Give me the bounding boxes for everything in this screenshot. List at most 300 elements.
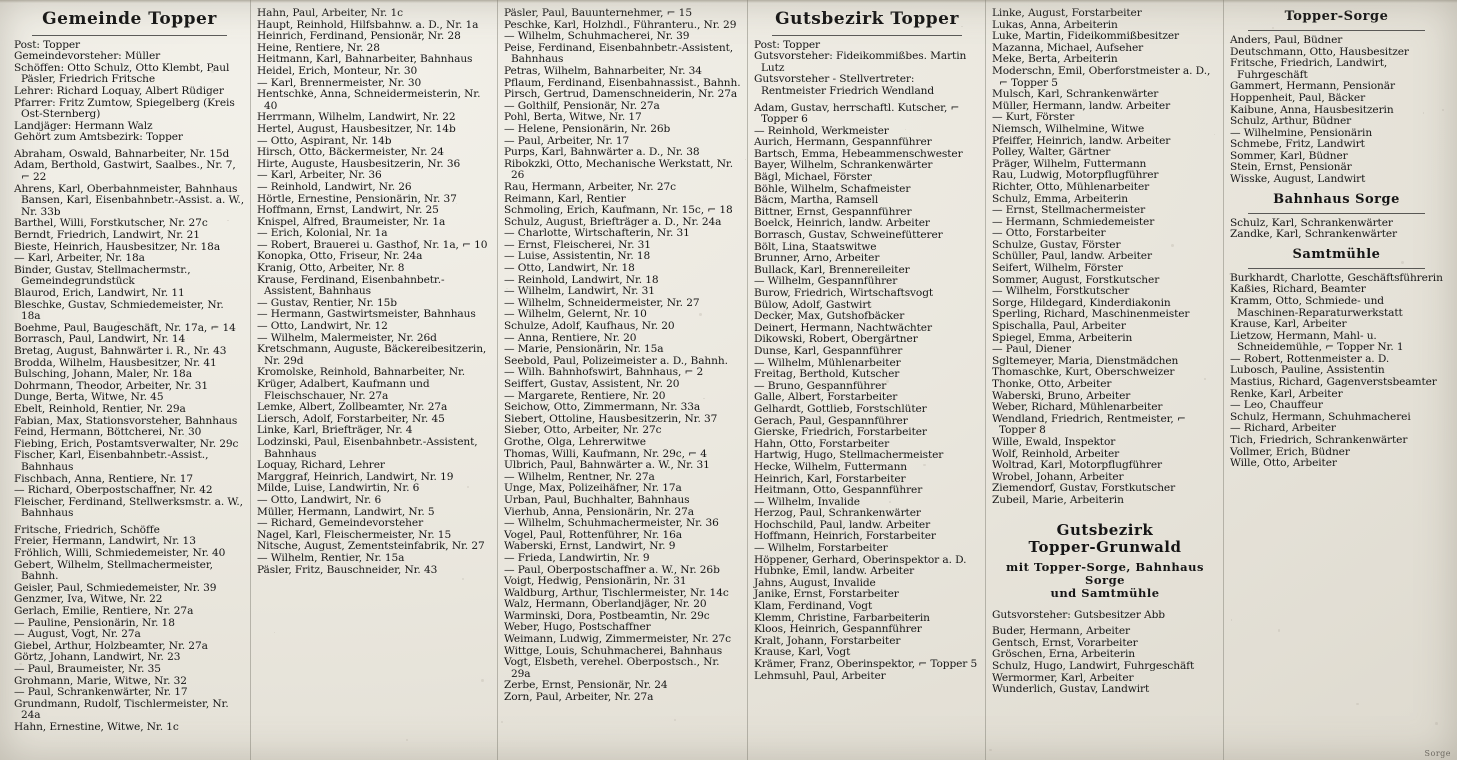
directory-entry: Dohrmann, Theodor, Arbeiter, Nr. 31 bbox=[14, 379, 209, 392]
directory-entry: Polley, Walter, Gärtner bbox=[992, 146, 1111, 159]
directory-entry: — Wilhelm, Schneidermeister, Nr. 27 bbox=[504, 296, 700, 309]
directory-entry: Bartsch, Emma, Hebeammenschwester bbox=[754, 147, 963, 160]
directory-entry: — Frieda, Landwirtin, Nr. 9 bbox=[504, 551, 650, 564]
directory-entry: Borrasch, Gustav, Schweinefütterer bbox=[754, 229, 943, 242]
section-subtitle-line: mit Topper-Sorge, Bahnhaus Sorge bbox=[1006, 560, 1204, 588]
directory-entry: Kaßies, Richard, Beamter bbox=[1230, 283, 1366, 296]
directory-entry: — Wilhelm, Schuhmacherei, Nr. 39 bbox=[504, 30, 690, 43]
directory-entry: Wunderlich, Gustav, Landwirt bbox=[992, 683, 1150, 696]
directory-entry: Gammert, Hermann, Pensionär bbox=[1230, 80, 1395, 93]
directory-entry: Galle, Albert, Forstarbeiter bbox=[754, 391, 898, 404]
directory-entry: Adam, Gustav, herrschaftl. Kutscher, ⌐ Topper 6 bbox=[754, 101, 963, 126]
directory-column-3 bbox=[498, 8, 748, 752]
directory-entry: Kromolske, Reinhold, Bahnarbeiter, Nr. bbox=[257, 366, 466, 379]
directory-columns bbox=[8, 8, 1449, 752]
directory-entry: Sieber, Otto, Arbeiter, Nr. 27c bbox=[504, 424, 662, 437]
directory-entry: — Richard, Oberpostschaffner, Nr. 42 bbox=[14, 484, 213, 497]
directory-entry: Pohl, Berta, Witwe, Nr. 17 bbox=[504, 111, 642, 124]
directory-entry: Kaibune, Anna, Hausbesitzerin bbox=[1230, 103, 1394, 116]
directory-entry: Krause, Karl, Arbeiter bbox=[1230, 318, 1347, 331]
directory-entry: Renke, Karl, Arbeiter bbox=[1230, 387, 1343, 400]
directory-entry: Waldburg, Arthur, Tischlermeister, Nr. 14c bbox=[504, 586, 729, 599]
directory-entry: — Pauline, Pensionärin, Nr. 18 bbox=[14, 616, 175, 629]
directory-entry: — Hermann, Schmiedemeister bbox=[992, 215, 1155, 228]
directory-entry: Weimann, Ludwig, Zimmermeister, Nr. 27c bbox=[504, 633, 731, 646]
directory-entry: Lukas, Anna, Arbeiterin bbox=[992, 18, 1118, 31]
heading-underline bbox=[1248, 213, 1425, 214]
directory-entry: Vierhub, Anna, Pensionärin, Nr. 27a bbox=[504, 505, 694, 518]
directory-entry: Hertel, August, Hausbesitzer, Nr. 14b bbox=[257, 122, 456, 135]
directory-entry: Gemeindevorsteher: Müller bbox=[14, 50, 161, 63]
directory-entry: Heitmann, Otto, Gespannführer bbox=[754, 484, 923, 497]
directory-entry: Liersch, Adolf, Forstarbeiter, Nr. 45 bbox=[257, 412, 445, 425]
directory-entry: Voigt, Hedwig, Pensionärin, Nr. 31 bbox=[504, 575, 687, 588]
heading-underline bbox=[1248, 268, 1425, 269]
directory-entry: Buder, Hermann, Arbeiter bbox=[992, 625, 1130, 638]
directory-entry: — Golthilf, Pensionär, Nr. 27a bbox=[504, 99, 660, 112]
directory-entry: Grohmann, Marie, Witwe, Nr. 32 bbox=[14, 674, 187, 687]
directory-entry: Borrasch, Paul, Landwirt, Nr. 14 bbox=[14, 333, 186, 346]
directory-entry: Urban, Paul, Buchhalter, Bahnhaus bbox=[504, 493, 690, 506]
directory-entry: Heinrich, Ferdinand, Pensionär, Nr. 28 bbox=[257, 30, 461, 43]
directory-entry: Wittge, Louis, Schuhmacherei, Bahnhaus bbox=[504, 644, 723, 657]
directory-entry: — Ernst, Stellmachermeister bbox=[992, 204, 1146, 217]
directory-entry: Kranig, Otto, Arbeiter, Nr. 8 bbox=[257, 262, 405, 275]
directory-entry: Luke, Martin, Fideikommißbesitzer bbox=[992, 30, 1179, 43]
directory-entry: Weber, Hugo, Postschaffner bbox=[504, 621, 651, 634]
directory-entry: — Wilhelm, Mühlenarbeiter bbox=[754, 356, 901, 369]
directory-entry: Niemsch, Wilhelmine, Witwe bbox=[992, 122, 1145, 135]
directory-entry: — Richard, Gemeindevorsteher bbox=[257, 517, 424, 530]
section-subtitle bbox=[992, 561, 1218, 601]
directory-entry: Lemke, Albert, Zollbeamter, Nr. 27a bbox=[257, 401, 448, 414]
directory-entry: — Karl, Arbeiter, Nr. 18a bbox=[14, 252, 145, 265]
directory-entry: Krause, Karl, Vogt bbox=[754, 646, 851, 659]
directory-entry: — Wilhelmine, Pensionärin bbox=[1230, 126, 1373, 139]
directory-entry: Giebel, Arthur, Holzbeamter, Nr. 27a bbox=[14, 639, 208, 652]
directory-entry: Woltrad, Karl, Motorpflugführer bbox=[992, 459, 1162, 472]
column-divider-3 bbox=[747, 0, 748, 760]
directory-entry: — Erich, Kolonial, Nr. 1a bbox=[257, 227, 388, 240]
section-heading: Gutsbezirk Topper bbox=[775, 9, 959, 29]
directory-entry: — Otto, Forstarbeiter bbox=[992, 227, 1106, 240]
directory-entry: Schöffen: Otto Schulz, Otto Klembt, Paul Päsler, Friedrich Fritsche bbox=[14, 61, 233, 86]
directory-entry: Heinrich, Karl, Forstarbeiter bbox=[754, 472, 906, 485]
page-corner-note: Sorge bbox=[1424, 749, 1451, 758]
directory-entry: Seebold, Paul, Polizeimeister a. D., Bahnh. bbox=[504, 354, 728, 367]
directory-entry: — Wilhelm, Landwirt, Nr. 31 bbox=[504, 285, 655, 298]
directory-entry: Ziemendorf, Gustav, Forstkutscher bbox=[992, 482, 1176, 495]
directory-entry: Sgltemeyer, Maria, Dienstmädchen bbox=[992, 354, 1179, 367]
directory-entry: Dikowski, Robert, Obergärtner bbox=[754, 333, 918, 346]
section-heading: Samtmühle bbox=[1292, 246, 1381, 262]
directory-entry: Schulz, Hugo, Landwirt, Fuhrgeschäft bbox=[992, 660, 1195, 673]
directory-entry: Bülow, Adolf, Gastwirt bbox=[754, 298, 872, 311]
directory-entry: Seiffert, Gustav, Assistent, Nr. 20 bbox=[504, 378, 680, 390]
directory-entry: Hirsch, Otto, Bäckermeister, Nr. 24 bbox=[257, 146, 444, 159]
directory-entry: Hahn, Otto, Forstarbeiter bbox=[754, 437, 890, 450]
directory-entry: — Luise, Assistentin, Nr. 18 bbox=[504, 250, 651, 263]
directory-entry: Mulsch, Karl, Schrankenwärter bbox=[992, 88, 1159, 101]
directory-entry: Waberski, Bruno, Arbeiter bbox=[992, 389, 1131, 402]
directory-entry: Tich, Friedrich, Schrankenwärter bbox=[1230, 434, 1408, 447]
directory-entry: Fröhlich, Willi, Schmiedemeister, Nr. 40 bbox=[14, 547, 226, 560]
directory-entry: Schulz, Emma, Arbeiterin bbox=[992, 192, 1128, 205]
directory-entry: Herzog, Paul, Schrankenwärter bbox=[754, 507, 921, 520]
directory-entry: Schulze, Gustav, Förster bbox=[992, 238, 1121, 251]
directory-entry: Bleschke, Gustav, Schmiedemeister, Nr. 18a bbox=[14, 298, 227, 323]
directory-entry: Sperling, Richard, Maschinenmeister bbox=[992, 308, 1190, 321]
directory-entry: — Richard, Arbeiter bbox=[1230, 422, 1336, 435]
directory-entry: — Otto, Aspirant, Nr. 14b bbox=[257, 134, 392, 147]
directory-entry: — Reinhold, Werkmeister bbox=[754, 124, 889, 137]
directory-entry: Bayer, Wilhelm, Schrankenwärter bbox=[754, 159, 933, 172]
directory-entry: Hahn, Paul, Arbeiter, Nr. 1c bbox=[257, 7, 403, 19]
heading-underline bbox=[772, 35, 962, 36]
section-subheading bbox=[992, 522, 1218, 557]
directory-entry: — Wilhelm, Gespannführer bbox=[754, 275, 898, 288]
directory-entry: Loquay, Richard, Lehrer bbox=[257, 459, 385, 472]
directory-entry: Böhle, Wilhelm, Schafmeister bbox=[754, 182, 911, 195]
directory-entry: Thomaschke, Kurt, Oberschweizer bbox=[992, 366, 1175, 379]
directory-entry: Zubeil, Marie, Arbeiterin bbox=[992, 493, 1124, 506]
directory-entry: Gelhardt, Gottlieb, Forstschlüter bbox=[754, 402, 927, 415]
directory-entry: Päsler, Fritz, Bauschneider, Nr. 43 bbox=[257, 563, 438, 576]
directory-entry: Bullack, Karl, Brennereileiter bbox=[754, 263, 910, 276]
directory-entry: Seifert, Wilhelm, Förster bbox=[992, 262, 1123, 275]
directory-entry: Hubnke, Emil, landw. Arbeiter bbox=[754, 565, 915, 578]
directory-entry: Zerbe, Ernst, Pensionär, Nr. 24 bbox=[504, 679, 668, 692]
directory-entry: Linke, August, Forstarbeiter bbox=[992, 7, 1142, 19]
directory-entry: Wendland, Friedrich, Rentmeister, ⌐ Topper 8 bbox=[992, 412, 1190, 437]
section-heading: Topper-Sorge bbox=[1284, 9, 1389, 24]
column-divider-2 bbox=[497, 0, 498, 760]
directory-entry: Zorn, Paul, Arbeiter, Nr. 27a bbox=[504, 691, 654, 704]
directory-entry: Meke, Berta, Arbeiterin bbox=[992, 53, 1118, 66]
directory-entry: Lehmsuhl, Paul, Arbeiter bbox=[754, 669, 886, 682]
directory-entry: Linke, Karl, Briefträger, Nr. 4 bbox=[257, 424, 413, 437]
directory-entry: Müller, Hermann, landw. Arbeiter bbox=[992, 99, 1171, 112]
directory-entry: Marggraf, Heinrich, Landwirt, Nr. 19 bbox=[257, 470, 454, 483]
section-heading: Bahnhaus Sorge bbox=[1273, 191, 1400, 207]
directory-entry: Rau, Hermann, Arbeiter, Nr. 27c bbox=[504, 180, 676, 193]
directory-entry: Wolf, Reinhold, Arbeiter bbox=[992, 447, 1120, 460]
directory-entry: Klemm, Christine, Farbarbeiterin bbox=[754, 611, 930, 624]
directory-entry: — Wilh. Bahnhofswirt, Bahnhaus, ⌐ 2 bbox=[504, 366, 704, 379]
directory-entry: — Otto, Landwirt, Nr. 18 bbox=[504, 262, 635, 275]
directory-entry: Grundmann, Rudolf, Tischlermeister, Nr. 24a bbox=[14, 697, 232, 722]
directory-entry: Hartwig, Hugo, Stellmachermeister bbox=[754, 449, 944, 462]
directory-entry: Kretschmann, Auguste, Bäckereibesitzerin, Nr. 29d bbox=[257, 343, 490, 367]
directory-entry: Wisske, August, Landwirt bbox=[1230, 173, 1366, 186]
directory-entry: — Otto, Landwirt, Nr. 6 bbox=[257, 493, 382, 506]
directory-entry: Gerach, Paul, Gespannführer bbox=[754, 414, 908, 427]
directory-entry: — Charlotte, Wirtschafterin, Nr. 31 bbox=[504, 227, 690, 240]
directory-entry: Burow, Friedrich, Wirtschaftsvogt bbox=[754, 287, 934, 300]
directory-entry: Heidel, Erich, Monteur, Nr. 30 bbox=[257, 64, 418, 77]
directory-entry: Boelck, Heinrich, landw. Arbeiter bbox=[754, 217, 930, 230]
directory-entry: Konopka, Otto, Friseur, Nr. 24a bbox=[257, 250, 423, 263]
directory-entry: Gutsvorsteher - Stellvertreter: Rentmeister Friedrich Wendland bbox=[754, 73, 935, 97]
directory-entry: Bulsching, Johann, Maler, Nr. 18a bbox=[14, 368, 192, 381]
directory-entry: Heine, Rentiere, Nr. 28 bbox=[257, 41, 380, 54]
directory-entry: Reimann, Karl, Rentier bbox=[504, 192, 626, 205]
directory-entry: — Leo, Chauffeur bbox=[1230, 399, 1323, 412]
directory-entry: Krüger, Adalbert, Kaufmann und Fleischschauer, Nr. 27a bbox=[257, 378, 433, 402]
directory-entry: Gehört zum Amtsbezirk: Topper bbox=[14, 131, 183, 144]
directory-entry: Burkhardt, Charlotte, Geschäftsführerin bbox=[1230, 271, 1443, 284]
directory-entry: Lubosch, Pauline, Assistentin bbox=[1230, 364, 1385, 377]
directory-entry: Petras, Wilhelm, Bahnarbeiter, Nr. 34 bbox=[504, 64, 702, 77]
directory-entry: Purps, Karl, Bahnwärter a. D., Nr. 38 bbox=[504, 146, 700, 159]
directory-entry: Herrmann, Wilhelm, Landwirt, Nr. 22 bbox=[257, 111, 456, 124]
directory-entry: Adam, Berthold, Gastwirt, Saalbes., Nr. 7, ⌐ 22 bbox=[14, 159, 239, 184]
directory-entry: Gutsvorsteher: Fideikommißbes. Martin Lutz bbox=[754, 50, 970, 74]
directory-entry: — Helene, Pensionärin, Nr. 26b bbox=[504, 122, 671, 135]
directory-entry: — Kurt, Förster bbox=[992, 111, 1075, 124]
directory-entry: — Wilhelm, Gelernt, Nr. 10 bbox=[504, 308, 647, 321]
directory-entry: Pfarrer: Fritz Zumtow, Spiegelberg (Kreis Ost-Sternberg) bbox=[14, 96, 238, 121]
directory-entry: Kloos, Heinrich, Gespannführer bbox=[754, 623, 922, 636]
directory-entry: Boehme, Paul, Baugeschäft, Nr. 17a, ⌐ 14 bbox=[14, 321, 236, 334]
directory-entry: Fleischer, Ferdinand, Stellwerksmstr. a. W., Bahnhaus bbox=[14, 495, 247, 520]
directory-entry: Unge, Max, Polizeihäfner, Nr. 17a bbox=[504, 482, 682, 495]
directory-entry: Wermormer, Karl, Arbeiter bbox=[992, 671, 1134, 684]
directory-entry: Mastius, Richard, Gagenverstsbeamter bbox=[1230, 376, 1437, 389]
directory-entry: — Paul, Oberpostschaffner a. W., Nr. 26b bbox=[504, 563, 720, 576]
directory-entry: Hirte, Auguste, Hausbesitzerin, Nr. 36 bbox=[257, 157, 461, 170]
directory-entry: Deutschmann, Otto, Hausbesitzer bbox=[1230, 45, 1409, 58]
directory-entry: Binder, Gustav, Stellmachermstr., Gemeindegrundstück bbox=[14, 263, 194, 288]
directory-entry: Bieste, Heinrich, Hausbesitzer, Nr. 18a bbox=[14, 240, 221, 253]
directory-entry: Freitag, Berthold, Kutscher bbox=[754, 368, 900, 381]
directory-entry: Hoppenheit, Paul, Bäcker bbox=[1230, 91, 1366, 104]
directory-entry: — Marie, Pensionärin, Nr. 15a bbox=[504, 343, 664, 356]
directory-entry: Nitsche, August, Zementsteinfabrik, Nr. 27 bbox=[257, 540, 485, 553]
directory-entry: Bölt, Lina, Staatswitwe bbox=[754, 240, 877, 253]
directory-entry: Hecke, Wilhelm, Futtermann bbox=[754, 460, 908, 473]
directory-entry: Warminski, Dora, Postbeamtin, Nr. 29c bbox=[504, 609, 710, 622]
directory-entry: — Paul, Schrankenwärter, Nr. 17 bbox=[14, 686, 188, 699]
directory-entry: — Wilhelm, Schuhmachermeister, Nr. 36 bbox=[504, 517, 719, 530]
heading-underline bbox=[1248, 30, 1425, 31]
directory-entry: Hentschke, Anna, Schneidermeisterin, Nr. 40 bbox=[257, 88, 484, 112]
directory-entry: Ulbrich, Paul, Bahnwärter a. W., Nr. 31 bbox=[504, 459, 710, 472]
directory-entry: Sorge, Hildegard, Kinderdiakonin bbox=[992, 296, 1171, 309]
directory-entry: Geisler, Paul, Schmiedemeister, Nr. 39 bbox=[14, 581, 217, 594]
directory-entry: Görtz, Johann, Landwirt, Nr. 23 bbox=[14, 651, 181, 664]
column-divider-4 bbox=[985, 0, 986, 760]
directory-entry: Heitmann, Karl, Bahnarbeiter, Bahnhaus bbox=[257, 53, 473, 66]
block-spacer bbox=[1230, 186, 1443, 191]
directory-entry: Pfeiffer, Heinrich, landw. Arbeiter bbox=[992, 134, 1171, 147]
directory-column-4 bbox=[748, 8, 986, 752]
directory-entry: Thonke, Otto, Arbeiter bbox=[992, 378, 1112, 390]
column-divider-5 bbox=[1223, 0, 1224, 760]
directory-entry: Peise, Ferdinand, Eisenbahnbetr.-Assistent, Bahnhaus bbox=[504, 41, 737, 66]
directory-entry: — Ernst, Fleischerei, Nr. 31 bbox=[504, 238, 651, 251]
directory-entry: Präger, Wilhelm, Futtermann bbox=[992, 157, 1147, 170]
directory-entry: Klam, Ferdinand, Vogt bbox=[754, 600, 873, 613]
directory-entry: Bägl, Michael, Förster bbox=[754, 171, 872, 184]
directory-entry: Feind, Hermann, Böttcherei, Nr. 30 bbox=[14, 426, 202, 439]
directory-entry: Deinert, Hermann, Nachtwächter bbox=[754, 321, 932, 334]
directory-entry: — Paul, Diener bbox=[992, 343, 1071, 356]
directory-entry: Wille, Otto, Arbeiter bbox=[1230, 457, 1337, 470]
directory-entry: Kralt, Johann, Forstarbeiter bbox=[754, 634, 901, 647]
directory-entry: Gierske, Friedrich, Forstarbeiter bbox=[754, 426, 927, 439]
directory-entry: Lehrer: Richard Loquay, Albert Rüdiger bbox=[14, 84, 224, 97]
directory-entry: Knispel, Alfred, Braumeister, Nr. 1a bbox=[257, 215, 446, 228]
directory-entry: Anders, Paul, Büdner bbox=[1230, 33, 1343, 46]
directory-column-6 bbox=[1224, 8, 1449, 752]
directory-entry: Moderschn, Emil, Oberforstmeister a. D., ⌐ Topper 5 bbox=[992, 64, 1214, 89]
directory-entry: Fritsche, Friedrich, Landwirt, Fuhrgeschäft bbox=[1230, 57, 1391, 81]
directory-entry: — August, Vogt, Nr. 27a bbox=[14, 628, 141, 641]
page-top-edge bbox=[0, 0, 1457, 3]
directory-entry: — Otto, Landwirt, Nr. 12 bbox=[257, 320, 388, 333]
directory-entry: Bäcm, Martha, Ramsell bbox=[754, 194, 879, 207]
directory-entry: Gröschen, Erna, Arbeiterin bbox=[992, 648, 1135, 661]
directory-entry: Sommer, August, Forstkutscher bbox=[992, 273, 1160, 286]
directory-entry: Aurich, Hermann, Gespannführer bbox=[754, 136, 932, 149]
directory-entry: Dunge, Berta, Witwe, Nr. 45 bbox=[14, 391, 164, 404]
directory-entry: Müller, Hermann, Landwirt, Nr. 5 bbox=[257, 505, 435, 518]
directory-entry: Blaurod, Erich, Landwirt, Nr. 11 bbox=[14, 287, 185, 300]
directory-entry: — Reinhold, Landwirt, Nr. 18 bbox=[504, 273, 659, 286]
directory-entry: Fabian, Max, Stationsvorsteher, Bahnhaus bbox=[14, 414, 238, 427]
directory-entry: Spischalla, Paul, Arbeiter bbox=[992, 320, 1126, 333]
directory-entry: Fischer, Karl, Eisenbahnbetr.-Assist., Bahnhaus bbox=[14, 449, 212, 473]
directory-entry: Pirsch, Gertrud, Damenschneiderin, Nr. 27a bbox=[504, 88, 738, 101]
directory-entry: Hoffmann, Heinrich, Forstarbeiter bbox=[754, 530, 936, 543]
directory-entry: Schmebe, Fritz, Landwirt bbox=[1230, 138, 1365, 151]
directory-entry: Jahns, August, Invalide bbox=[754, 576, 876, 589]
directory-entry: Barthel, Willi, Forstkutscher, Nr. 27c bbox=[14, 217, 208, 230]
directory-entry: — Wilhelm, Rentner, Nr. 27a bbox=[504, 470, 655, 483]
directory-entry: Fritsche, Friedrich, Schöffe bbox=[14, 523, 160, 536]
directory-entry: Gerlach, Emilie, Rentiere, Nr. 27a bbox=[14, 605, 194, 618]
directory-entry: Brunner, Arno, Arbeiter bbox=[754, 252, 880, 265]
directory-entry: — Anna, Rentiere, Nr. 20 bbox=[504, 331, 637, 344]
directory-entry: — Wilhelm, Forstarbeiter bbox=[754, 542, 888, 555]
directory-entry: Berndt, Friedrich, Landwirt, Nr. 21 bbox=[14, 229, 200, 242]
directory-entry: Hörtle, Ernestine, Pensionärin, Nr. 37 bbox=[257, 192, 457, 205]
directory-entry: Fischbach, Anna, Rentiere, Nr. 17 bbox=[14, 472, 194, 485]
directory-entry: Gebert, Wilhelm, Stellmachermeister, Bahnh. bbox=[14, 558, 217, 583]
directory-entry: Grothe, Olga, Lehrerwitwe bbox=[504, 435, 646, 448]
block-spacer bbox=[1230, 241, 1443, 246]
directory-entry: — Wilhelm, Rentier, Nr. 15a bbox=[257, 551, 405, 564]
directory-entry: Schulz, August, Briefträger a. D., Nr. 24a bbox=[504, 215, 722, 228]
directory-entry: — Wilhelm, Invalide bbox=[754, 495, 860, 508]
directory-entry: Hochschild, Paul, landw. Arbeiter bbox=[754, 518, 931, 531]
directory-entry: Krämer, Franz, Oberinspektor, ⌐ Topper 5 bbox=[754, 658, 978, 671]
directory-entry: Lodzinski, Paul, Eisenbahnbetr.-Assistent, Bahnhaus bbox=[257, 435, 481, 460]
directory-entry: — Paul, Arbeiter, Nr. 17 bbox=[504, 134, 630, 147]
directory-entry: Richter, Otto, Mühlenarbeiter bbox=[992, 180, 1150, 193]
directory-entry: Bretag, August, Bahnwärter i. R., Nr. 43 bbox=[14, 344, 227, 357]
directory-entry: Decker, Max, Gutshofbäcker bbox=[754, 310, 905, 323]
directory-entry: — Reinhold, Landwirt, Nr. 26 bbox=[257, 180, 412, 193]
heading-underline bbox=[32, 35, 227, 36]
directory-entry: Siebert, Ottoline, Hausbesitzerin, Nr. 37 bbox=[504, 412, 718, 425]
section-heading: Gemeinde Topper bbox=[42, 9, 217, 29]
directory-entry: Thomas, Willi, Kaufmann, Nr. 29c, ⌐ 4 bbox=[504, 447, 707, 460]
directory-entry: Gutsvorsteher: Gutsbesitzer Abb bbox=[992, 608, 1165, 621]
directory-entry: Lietzow, Hermann, Mahl- u. Schneidemühle, ⌐ Topper Nr. 1 bbox=[1230, 329, 1404, 354]
directory-column-5 bbox=[986, 8, 1224, 752]
directory-entry: Freier, Hermann, Landwirt, Nr. 13 bbox=[14, 535, 196, 548]
directory-entry: — Gustav, Rentier, Nr. 15b bbox=[257, 296, 397, 309]
directory-entry: Post: Topper bbox=[14, 38, 81, 51]
directory-entry: — Robert, Brauerei u. Gasthof, Nr. 1a, ⌐ 10 bbox=[257, 238, 488, 251]
directory-entry: Krause, Ferdinand, Eisenbahnbetr.-Assistent, Bahnhaus bbox=[257, 273, 445, 298]
directory-entry: Schulz, Arthur, Büdner bbox=[1230, 115, 1352, 128]
directory-entry: — Robert, Rottenmeister a. D. bbox=[1230, 352, 1390, 365]
directory-entry: Peschke, Karl, Holzhdl., Führanteru., Nr. 29 bbox=[504, 18, 737, 31]
directory-entry: Mazanna, Michael, Aufseher bbox=[992, 41, 1144, 54]
directory-entry: Rau, Ludwig, Motorpflugführer bbox=[992, 169, 1159, 182]
directory-entry: Stein, Ernst, Pensionär bbox=[1230, 161, 1352, 174]
directory-entry: Vollmer, Erich, Büdner bbox=[1230, 445, 1350, 458]
directory-entry: Sommer, Karl, Büdner bbox=[1230, 149, 1348, 162]
directory-entry: Seichow, Otto, Zimmermann, Nr. 33a bbox=[504, 401, 701, 414]
directory-entry: Walz, Hermann, Oberlandjäger, Nr. 20 bbox=[504, 598, 707, 611]
directory-entry: Ribokzki, Otto, Mechanische Werkstatt, Nr. 26 bbox=[504, 157, 737, 182]
directory-entry: Wrobel, Johann, Arbeiter bbox=[992, 470, 1124, 483]
directory-entry: Schüller, Paul, landw. Arbeiter bbox=[992, 250, 1152, 263]
directory-entry: Kramm, Otto, Schmiede- und Maschinen-Reparaturwerkstatt bbox=[1230, 294, 1403, 319]
directory-entry: Höppener, Gerhard, Oberinspektor a. D. bbox=[754, 553, 967, 566]
directory-entry: Spiegel, Emma, Arbeiterin bbox=[992, 331, 1133, 344]
directory-entry: Vogt, Elsbeth, verehel. Oberpostsch., Nr. 29a bbox=[504, 656, 723, 680]
directory-entry: Milde, Luise, Landwirtin, Nr. 6 bbox=[257, 482, 420, 495]
directory-entry: Pflaum, Ferdinand, Eisenbahnassist., Bahnh. bbox=[504, 76, 741, 89]
directory-entry: Vogel, Paul, Rottenführer, Nr. 16a bbox=[504, 528, 682, 541]
directory-entry: — Karl, Arbeiter, Nr. 36 bbox=[257, 169, 382, 182]
directory-entry: Brodda, Wilhelm, Hausbesitzer, Nr. 41 bbox=[14, 356, 217, 369]
directory-entry: Fiebing, Erich, Postamtsverwalter, Nr. 29c bbox=[14, 437, 239, 450]
directory-entry: Hoffmann, Ernst, Landwirt, Nr. 25 bbox=[257, 204, 439, 217]
directory-entry: — Hermann, Gastwirtsmeister, Bahnhaus bbox=[257, 308, 476, 321]
directory-entry: Hahn, Ernestine, Witwe, Nr. 1c bbox=[14, 720, 179, 733]
directory-entry: — Bruno, Gespannführer bbox=[754, 379, 887, 392]
directory-entry: Schulze, Adolf, Kaufhaus, Nr. 20 bbox=[504, 320, 675, 333]
block-spacer bbox=[992, 507, 1218, 512]
section-subheading-line: Gutsbezirk bbox=[1056, 520, 1154, 539]
directory-entry: — Wilhelm, Forstkutscher bbox=[992, 285, 1130, 298]
directory-entry: Schulz, Hermann, Schuhmacherei bbox=[1230, 410, 1411, 423]
directory-entry: Landjäger: Hermann Walz bbox=[14, 119, 153, 132]
directory-entry: Ebelt, Reinhold, Rentier, Nr. 29a bbox=[14, 402, 186, 415]
directory-entry: Post: Topper bbox=[754, 38, 821, 51]
directory-entry: Weber, Richard, Mühlenarbeiter bbox=[992, 401, 1163, 414]
directory-entry: Schulz, Karl, Schrankenwärter bbox=[1230, 216, 1393, 229]
directory-entry: Genzmer, Iva, Witwe, Nr. 22 bbox=[14, 593, 163, 606]
directory-entry: Abraham, Oswald, Bahnarbeiter, Nr. 15d bbox=[14, 147, 230, 160]
directory-entry: Waberski, Ernst, Landwirt, Nr. 9 bbox=[504, 540, 676, 553]
directory-entry: Wille, Ewald, Inspektor bbox=[992, 435, 1116, 448]
section-subheading-line: Topper-Grunwald bbox=[1028, 537, 1182, 556]
directory-entry: Päsler, Paul, Bauunternehmer, ⌐ 15 bbox=[504, 7, 692, 19]
directory-entry: Ahrens, Karl, Oberbahnmeister, Bahnhaus Bansen, Karl, Eisenbahnbetr.-Assist. a. W., Nr. 33b bbox=[14, 182, 248, 218]
directory-entry: — Karl, Brennermeister, Nr. 30 bbox=[257, 76, 422, 89]
directory-entry: — Paul, Braumeister, Nr. 35 bbox=[14, 663, 161, 676]
directory-entry: Zandke, Karl, Schrankenwärter bbox=[1230, 228, 1397, 241]
directory-entry: Gentsch, Ernst, Vorarbeiter bbox=[992, 636, 1138, 649]
directory-entry: Bittner, Ernst, Gespannführer bbox=[754, 205, 912, 218]
